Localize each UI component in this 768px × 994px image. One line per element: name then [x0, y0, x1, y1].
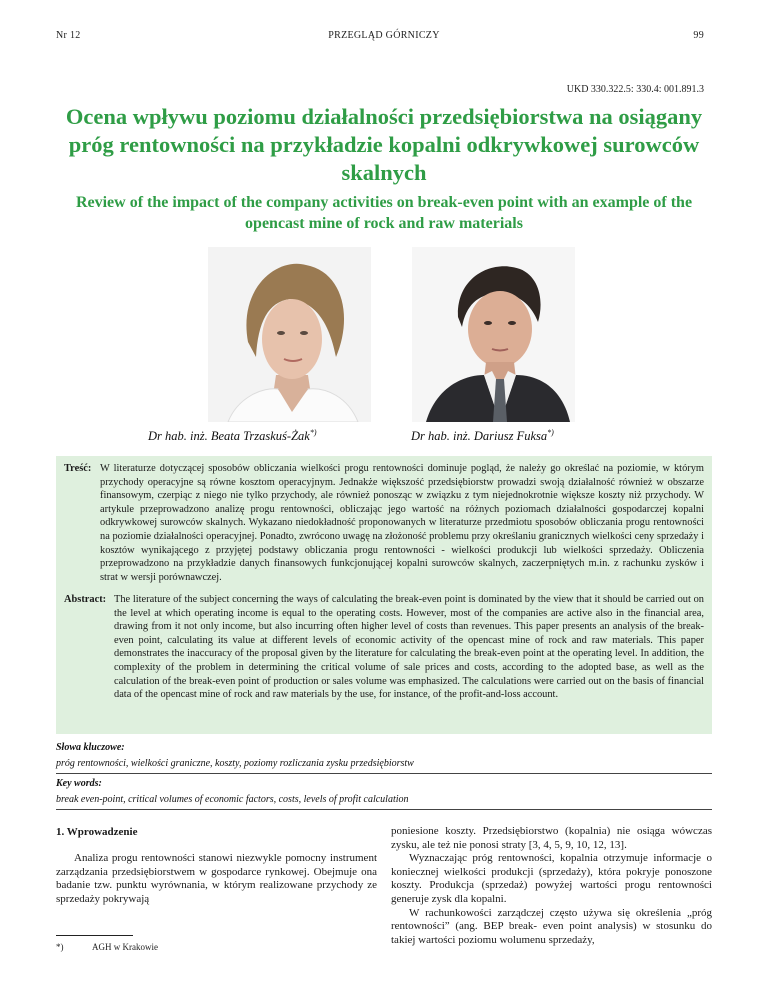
issue-number: Nr 12	[56, 30, 81, 41]
author-photo-2	[412, 247, 575, 422]
author-name-1: Dr hab. inż. Beata Trzaskuś-Żak*)	[148, 428, 317, 444]
footnote-mark: *)	[56, 942, 64, 952]
page-number: 99	[693, 30, 704, 41]
article-title: Ocena wpływu poziomu działalności przedsiębiorstwa na osiągany próg rentowności na przykładzie kopalni odkrywkowej surowców skalnych	[65, 104, 703, 185]
body-column-2	[391, 825, 712, 947]
body-column-1: Analiza progu rentowności stanowi niezwykle pomocny instrument zarządzania przedsiębiorstwem w gospodarce rynkowej. Obejmuje ona badanie tzw. punktu wyrównania, w którym realizowane przychody ze sprzedaży pokrywają	[56, 852, 377, 905]
footnote	[56, 942, 158, 952]
author-name-2: Dr hab. inż. Dariusz Fuksa*)	[411, 428, 554, 444]
udc-code: UKD 330.322.5: 330.4: 001.891.3	[566, 84, 704, 95]
keywords-pl-label: Słowa kluczowe:	[56, 742, 125, 753]
journal-name: PRZEGLĄD GÓRNICZY	[328, 30, 440, 41]
keywords-pl-text: próg rentowności, wielkości graniczne, koszty, poziomy rozliczania zysku przedsiębiorstw	[56, 758, 414, 769]
keywords-en-text: break even-point, critical volumes of economic factors, costs, levels of profit calculation	[56, 794, 409, 805]
author-photo-1	[208, 247, 371, 422]
keywords-divider	[56, 773, 712, 774]
section-heading: 1. Wprowadzenie	[56, 826, 138, 838]
abstract-pl-text: W literaturze dotyczącej sposobów obliczania wielkości progu rentowności dominuje pogląd, że należy go określać na poziomie, w którym przychody operacyjne są równe kosztom operacyjnym. Jednakże większość przedsiębiorstw prowadzi swoją działalność również w obszarze finansowym, czerpiąc z niego nie tylko przychody, ale również ponosząc w związku z tym niejednokrotnie większe koszty niż przychody. W artykule przeprowadzono analizę progu rentowności, obliczając jego wartość na różnych poziomach działalności gospodarczej kopalni odkrywkowej surowców skalnych. Wykazano niedokładność proponowanych w literaturze przedmiotu sposobów obliczania progu rentowności na poziomie działalności operacyjnej. Ponadto, zwrócono uwagę na złożoność problemu przy określaniu granicznych wielkości ceny sprzedaży i kosztów wynikającego z przyjętej podstawy obliczania progu rentowności - wielkości produkcji lub wielkości sprzedaży. Obliczenia przeprowadzono na przykładzie danych finansowych funkcjonującej kopalni surowców skalnych, zaczerpniętych m.in. z rachunku zysków i strat w wersji porównawczej.	[100, 463, 704, 583]
footnote-text: AGH w Krakowie	[92, 942, 158, 952]
footnote-rule	[56, 935, 133, 936]
abstract-en-label: Abstract:	[64, 594, 107, 605]
paragraph: W rachunkowości zarządczej często używa się określenia „próg rentowności” (ang. BEP break- even point analysis) w stosunku do takiej wartości poziomu wolumenu sprzedaży,	[391, 906, 712, 946]
keywords-en-label: Key words:	[56, 778, 102, 789]
keywords-divider-2	[56, 809, 712, 810]
abstract-en-text: The literature of the subject concerning the ways of calculating the break-even point is dominated by the view that it should be carried out on the level at which operating income is equal to the operating costs. However, most of the companies are active also in the financial area, drawing from it not only income, but also incurring often higher level of costs than revenues. This paper presents an analysis of the break-even point, calculating its value at different levels of economic activity of the opencast mine of rock and raw materials. This paper demonstrates the inaccuracy of the proposal given by the literature for calculating the break-even point at the operating level. In addition, the complexity of the problem in determining the critical volume of sale prices and costs, according to the adopted base, as well as the calculation of the break-even point of production or sales volume was emphasized. The calculations were carried out on the basis of financial data of the opencast mine of rock and raw materials by the use, for instance, of the profit-and-loss account.	[114, 594, 704, 701]
abstract-box	[56, 456, 712, 734]
abstract-pl-label: Treść:	[64, 463, 92, 474]
paragraph: poniesione koszty. Przedsiębiorstwo (kopalnia) nie osiąga wówczas zysku, ale też nie ponosi straty [3, 4, 5, 9, 10, 12, 13].	[391, 825, 712, 851]
paragraph: Wyznaczając próg rentowności, kopalnia otrzymuje informacje o koniecznej wielkości produkcji (sprzedaży), która pokryje ponoszone koszty. Produkcja (sprzedaż) powyżej wartości progu rentowności generuje zysk dla kopalni.	[391, 852, 712, 905]
article-subtitle: Review of the impact of the company activities on break-even point with an example of the opencast mine of rock and raw materials	[75, 194, 693, 232]
